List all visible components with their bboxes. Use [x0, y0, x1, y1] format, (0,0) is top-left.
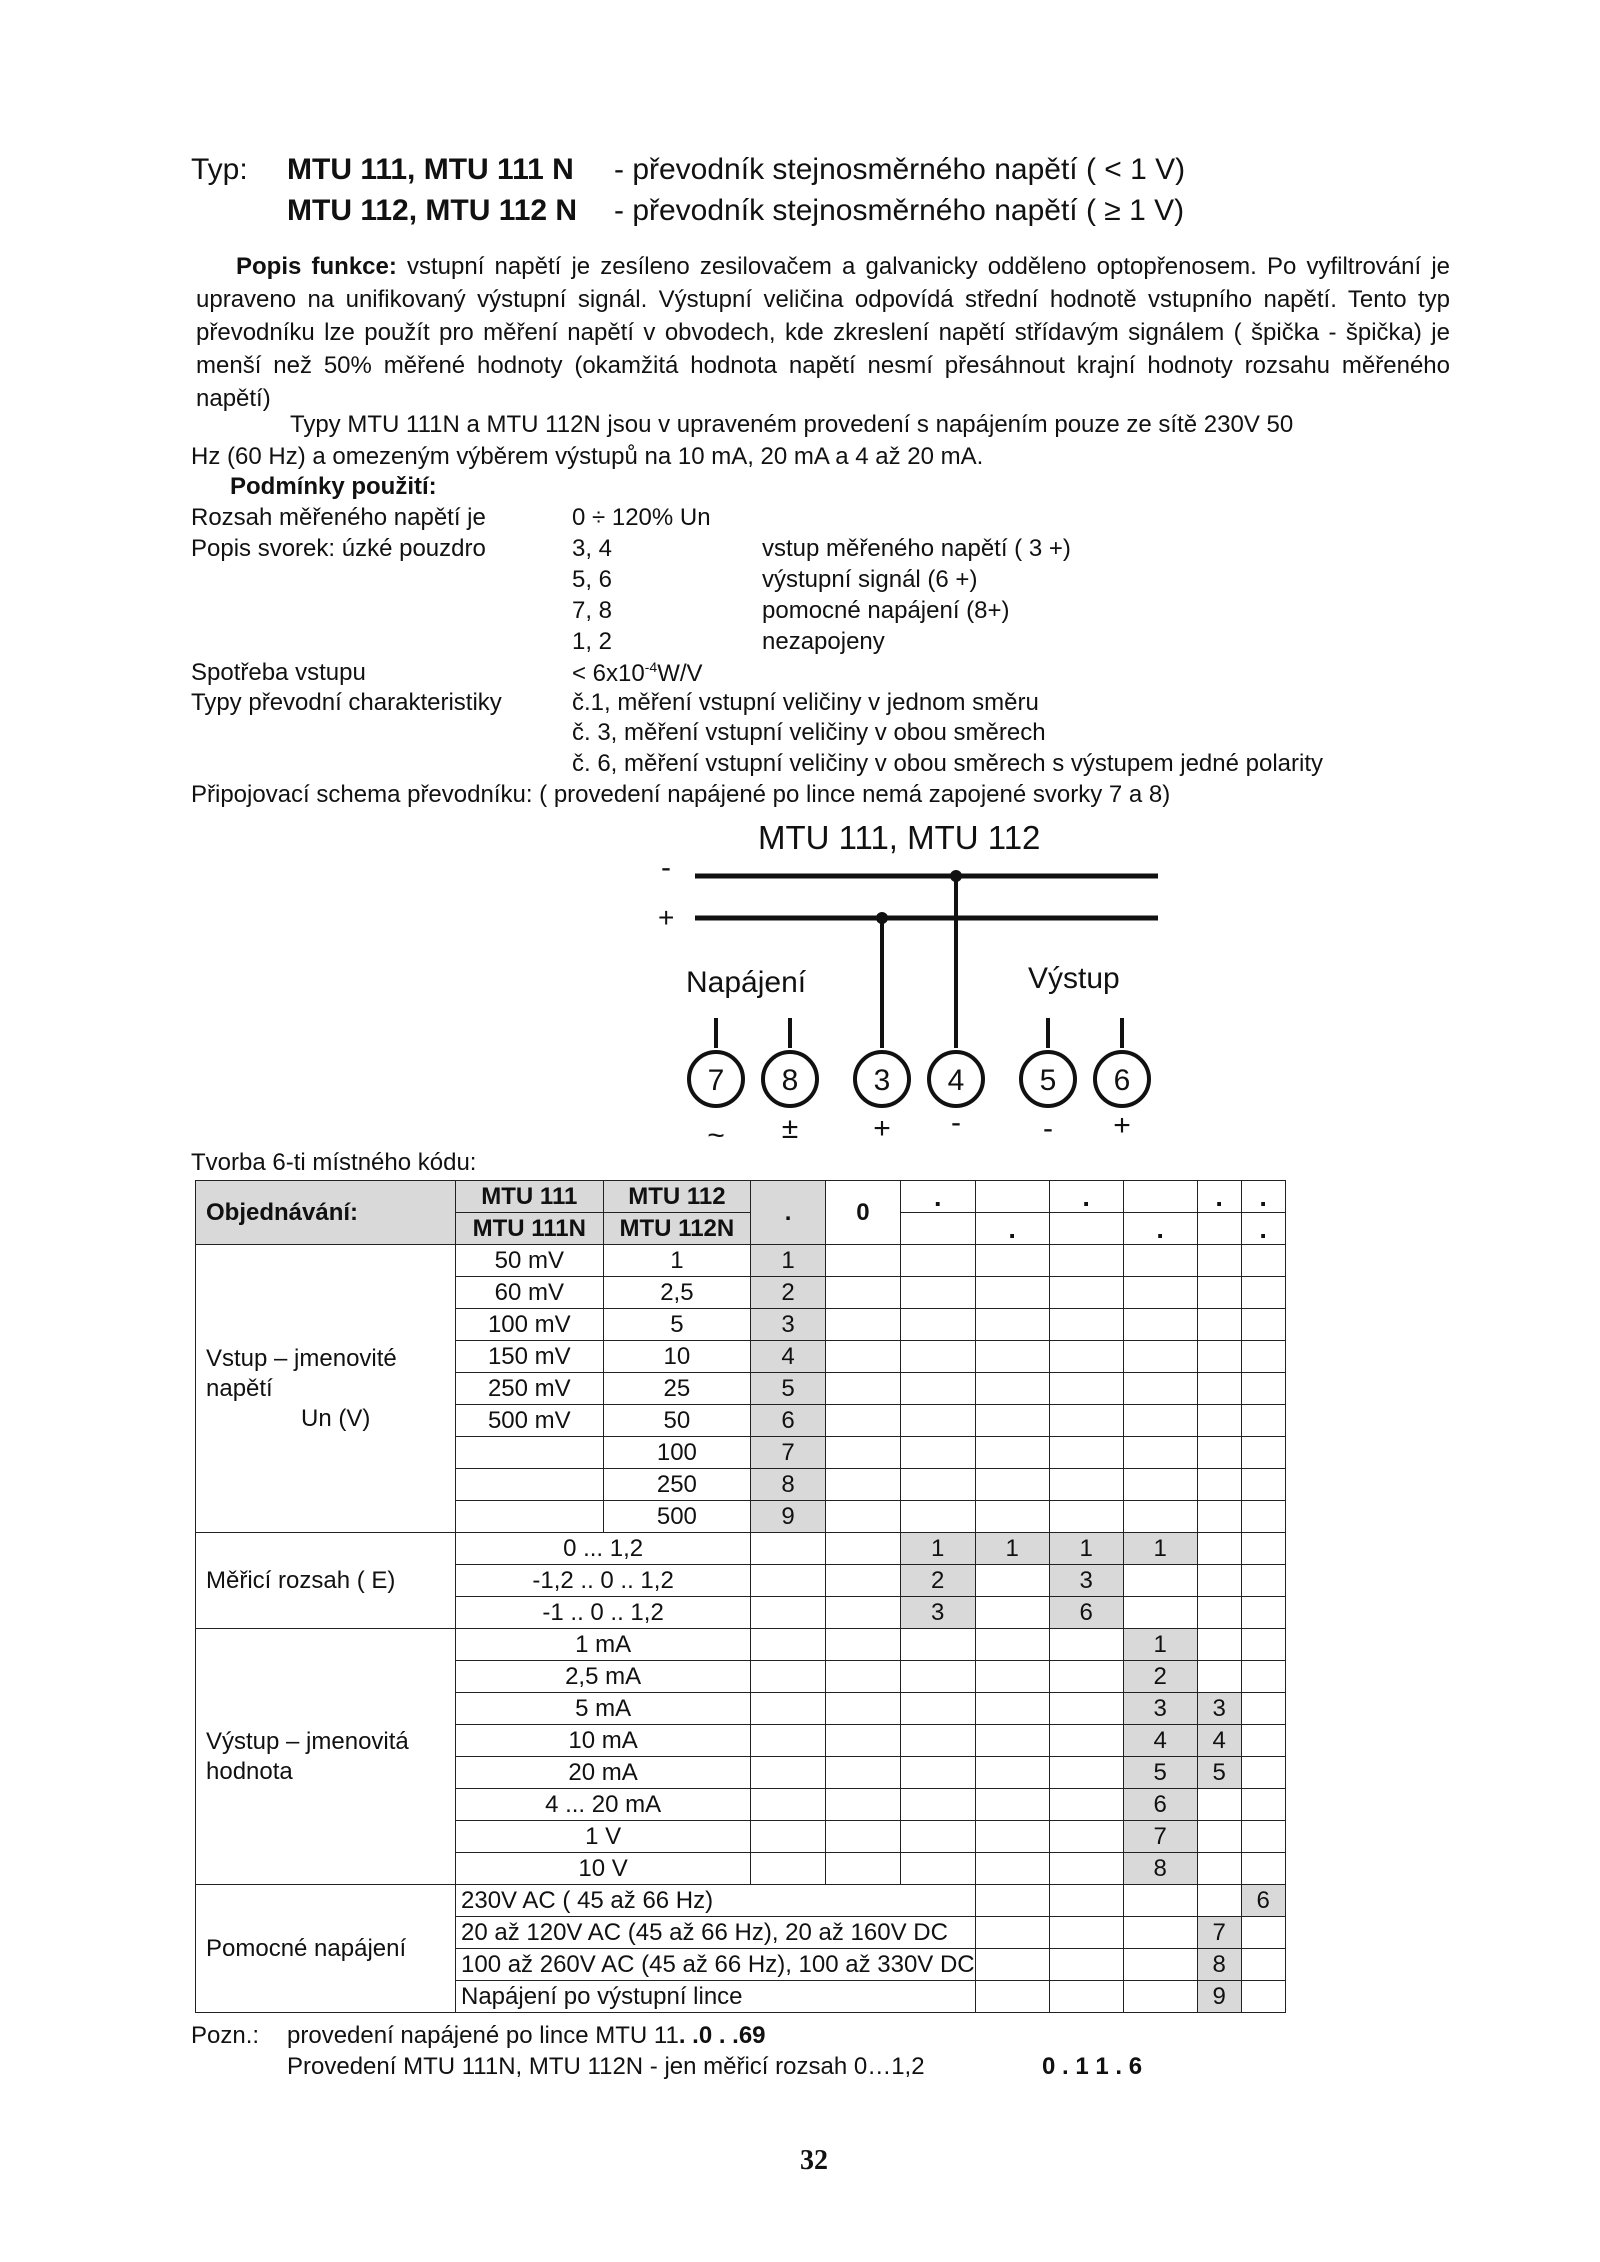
- function-description: [196, 250, 1450, 415]
- terminal-polarity: ±: [781, 1112, 799, 1145]
- output-code: 7: [1123, 1821, 1197, 1853]
- connection-diagram: [650, 810, 1170, 1155]
- output-code: 1: [1123, 1629, 1197, 1661]
- range-group-label: Měřicí rozsah ( E): [196, 1533, 456, 1629]
- input-mv: [456, 1437, 604, 1469]
- minus-rail-label: -: [661, 851, 671, 884]
- range-code: [975, 1565, 1049, 1597]
- output-value: 2,5 mA: [456, 1661, 751, 1693]
- variant-note-line-a: Typy MTU 111N a MTU 112N jsou v upraveném provedení s napájením pouze ze sítě 230V 50: [290, 411, 1294, 438]
- input-v: 10: [603, 1341, 751, 1373]
- terminal-desc: nezapojeny: [762, 628, 885, 655]
- output-label: Výstup: [1028, 962, 1120, 995]
- table-header-row: [196, 1181, 1286, 1213]
- input-mv: 500 mV: [456, 1405, 604, 1437]
- range-value: -1 .. 0 .. 1,2: [456, 1597, 751, 1629]
- input-code: 5: [751, 1373, 826, 1405]
- header-cell: MTU 112: [603, 1181, 751, 1213]
- input-code: 6: [751, 1405, 826, 1437]
- note-prefix: Pozn.:: [191, 2022, 260, 2049]
- terminal-desc: pomocné napájení (8+): [762, 597, 1010, 624]
- terminal-number: 8: [781, 1064, 799, 1097]
- dot-separator: .: [1241, 1181, 1285, 1213]
- output-value: 1 V: [456, 1821, 751, 1853]
- input-mv: 50 mV: [456, 1245, 604, 1277]
- code-cell: [900, 1213, 975, 1245]
- function-label: Popis funkce:: [236, 253, 397, 280]
- input-v: 2,5: [603, 1277, 751, 1309]
- power-group-label: Pomocné napájení: [196, 1885, 456, 2013]
- input-code: 8: [751, 1469, 826, 1501]
- schema-label: Připojovací schema převodníku: ( provedení napájené po lince nemá zapojené svorky 7 a 8): [191, 781, 1171, 808]
- note-line-2: Provedení MTU 111N, MTU 112N - jen měřicí rozsah 0…1,2: [287, 2053, 925, 2080]
- model-line-2-desc: - převodník stejnosměrného napětí ( ≥ 1 V): [614, 194, 1185, 227]
- terminal-number: 7: [707, 1064, 725, 1097]
- input-v: 1: [603, 1245, 751, 1277]
- table-row: [196, 1885, 1286, 1917]
- input-code: 7: [751, 1437, 826, 1469]
- output-value: 10 mA: [456, 1725, 751, 1757]
- characteristic-type: č. 3, měření vstupní veličiny v obou směrech: [572, 719, 1046, 746]
- table-row: [196, 1629, 1286, 1661]
- code-section-title: Tvorba 6-ti místného kódu:: [191, 1149, 477, 1176]
- code-cell: [1197, 1213, 1241, 1245]
- consumption-value: < $6x10^{-4}W/V$: [572, 659, 703, 687]
- input-code: 3: [751, 1309, 826, 1341]
- range-code: 6: [1049, 1597, 1123, 1629]
- table-row: [196, 1245, 1286, 1277]
- terminal-polarity: +: [873, 1112, 891, 1145]
- dot-separator: .: [751, 1181, 826, 1245]
- input-v: 500: [603, 1501, 751, 1533]
- dot-separator: .: [1197, 1181, 1241, 1213]
- output-code: 3: [1197, 1693, 1241, 1725]
- input-mv: [456, 1501, 604, 1533]
- output-value: 10 V: [456, 1853, 751, 1885]
- input-mv: [456, 1469, 604, 1501]
- range-value: -1,2 .. 0 .. 1,2: [456, 1565, 751, 1597]
- model-line-1: MTU 111, MTU 111 N: [287, 153, 574, 186]
- output-value: 1 mA: [456, 1629, 751, 1661]
- range-code: 3: [1049, 1565, 1123, 1597]
- type-label: Typ:: [191, 153, 248, 186]
- range-code: 3: [900, 1597, 975, 1629]
- terminal-number: 5: [1039, 1064, 1057, 1097]
- header-cell: MTU 111N: [456, 1213, 604, 1245]
- dot-separator: .: [1049, 1181, 1123, 1213]
- input-code: 4: [751, 1341, 826, 1373]
- terminal-pins: 1, 2: [572, 628, 613, 655]
- model-line-2: MTU 112, MTU 112 N: [287, 194, 578, 227]
- input-code: 2: [751, 1277, 826, 1309]
- terminal-pins: 5, 6: [572, 566, 613, 593]
- range-label: Rozsah měřeného napětí je: [191, 504, 486, 531]
- input-mv: 100 mV: [456, 1309, 604, 1341]
- terminal-number: 4: [947, 1064, 965, 1097]
- output-code: 2: [1123, 1661, 1197, 1693]
- input-code: 9: [751, 1501, 826, 1533]
- output-code: 3: [1123, 1693, 1197, 1725]
- dot-separator: .: [1123, 1213, 1197, 1245]
- terminal-polarity: ~: [707, 1119, 725, 1152]
- dot-separator: .: [975, 1213, 1049, 1245]
- range-code: 1: [900, 1533, 975, 1565]
- note-line-2-code: 0 . 1 1 . 6: [1042, 2053, 1143, 2080]
- terminal-desc: vstup měřeného napětí ( 3 +): [762, 535, 1071, 562]
- terminals-label: Popis svorek: úzké pouzdro: [191, 535, 486, 562]
- model-line-1-desc: - převodník stejnosměrného napětí ( < 1 V): [614, 153, 1186, 186]
- range-value: 0 ÷ 120% Un: [572, 504, 711, 531]
- output-value: 20 mA: [456, 1757, 751, 1789]
- range-code: 1: [1123, 1533, 1197, 1565]
- ordering-label: Objednávání:: [196, 1181, 456, 1245]
- terminal-number: 6: [1113, 1064, 1131, 1097]
- input-mv: 60 mV: [456, 1277, 604, 1309]
- input-mv: 250 mV: [456, 1373, 604, 1405]
- terminal-pins: 7, 8: [572, 597, 613, 624]
- power-code: 9: [1197, 1981, 1241, 2013]
- plus-rail-label: +: [658, 902, 675, 933]
- output-group-label: Výstup – jmenovitá hodnota: [196, 1629, 456, 1885]
- input-v: 250: [603, 1469, 751, 1501]
- fixed-zero: 0: [825, 1181, 900, 1245]
- power-value: 230V AC ( 45 až 66 Hz): [456, 1885, 976, 1917]
- input-unit: Un (V): [301, 1404, 371, 1432]
- terminal-number: 3: [873, 1064, 891, 1097]
- power-code: 6: [1241, 1885, 1285, 1917]
- output-value: 4 ... 20 mA: [456, 1789, 751, 1821]
- dot-separator: .: [900, 1181, 975, 1213]
- code-cell: [1049, 1213, 1123, 1245]
- power-code: 7: [1197, 1917, 1241, 1949]
- power-value: 20 až 120V AC (45 až 66 Hz), 20 až 160V DC: [456, 1917, 976, 1949]
- output-code: 5: [1197, 1757, 1241, 1789]
- input-v: 25: [603, 1373, 751, 1405]
- output-code: 8: [1123, 1853, 1197, 1885]
- power-value: Napájení po výstupní lince: [456, 1981, 976, 2013]
- terminal-polarity: -: [951, 1106, 961, 1139]
- range-code: 1: [975, 1533, 1049, 1565]
- range-code: [975, 1597, 1049, 1629]
- terminal-polarity: -: [1043, 1112, 1053, 1145]
- input-v: 5: [603, 1309, 751, 1341]
- function-text: vstupní napětí je zesíleno zesilovačem a galvanicky odděleno optopřenosem. Po vyfiltrování je upraveno na unifikovaný výstupní signál. Výstupní veličina odpovídá střední hodnotě vstupního napětí. Tento typ převodníku lze použít pro měření napětí v obvodech, kde zkreslení napětí střídavým signálem ( špička - špička) je menší než 50% měřené hodnoty (okamžitá hodnota napětí nesmí přesáhnout krajní hodnoty rozsahu měřeného napětí): [196, 253, 1451, 412]
- diagram-title: MTU 111, MTU 112: [758, 819, 1041, 856]
- dot-separator: .: [1241, 1213, 1285, 1245]
- code-cell: [1123, 1181, 1197, 1213]
- terminal-desc: výstupní signál (6 +): [762, 566, 978, 593]
- output-code: 5: [1123, 1757, 1197, 1789]
- range-code: 2: [900, 1565, 975, 1597]
- page-number: 32: [800, 2145, 828, 2176]
- input-v: 100: [603, 1437, 751, 1469]
- variant-note-line-b: Hz (60 Hz) a omezeným výběrem výstupů na 10 mA, 20 mA a 4 až 20 mA.: [191, 443, 984, 470]
- header-cell: MTU 112N: [603, 1213, 751, 1245]
- power-code: 8: [1197, 1949, 1241, 1981]
- conditions-title: Podmínky použití:: [230, 473, 437, 500]
- output-code: 6: [1123, 1789, 1197, 1821]
- note-line-1: provedení napájené po lince MTU 11. .0 . .69: [287, 2022, 766, 2049]
- terminal-pins: 3, 4: [572, 535, 613, 562]
- range-code: 1: [1049, 1533, 1123, 1565]
- input-v: 50: [603, 1405, 751, 1437]
- output-code: 4: [1197, 1725, 1241, 1757]
- terminal-polarity: +: [1113, 1109, 1131, 1142]
- range-value: 0 ... 1,2: [456, 1533, 751, 1565]
- characteristics-label: Typy převodní charakteristiky: [191, 689, 502, 716]
- input-group-label: [196, 1245, 456, 1533]
- table-row: [196, 1533, 1286, 1565]
- output-value: 5 mA: [456, 1693, 751, 1725]
- characteristic-type: č.1, měření vstupní veličiny v jednom směru: [572, 689, 1039, 716]
- consumption-label: Spotřeba vstupu: [191, 659, 366, 686]
- power-label: Napájení: [686, 966, 807, 999]
- output-code: 4: [1123, 1725, 1197, 1757]
- input-mv: 150 mV: [456, 1341, 604, 1373]
- header-cell: MTU 111: [456, 1181, 604, 1213]
- order-code-table: [195, 1180, 1286, 2013]
- input-label: Vstup – jmenovité napětí: [206, 1344, 397, 1402]
- power-value: 100 až 260V AC (45 až 66 Hz), 100 až 330V DC: [456, 1949, 976, 1981]
- code-cell: [975, 1181, 1049, 1213]
- input-code: 1: [751, 1245, 826, 1277]
- characteristic-type: č. 6, měření vstupní veličiny v obou směrech s výstupem jedné polarity: [572, 750, 1324, 777]
